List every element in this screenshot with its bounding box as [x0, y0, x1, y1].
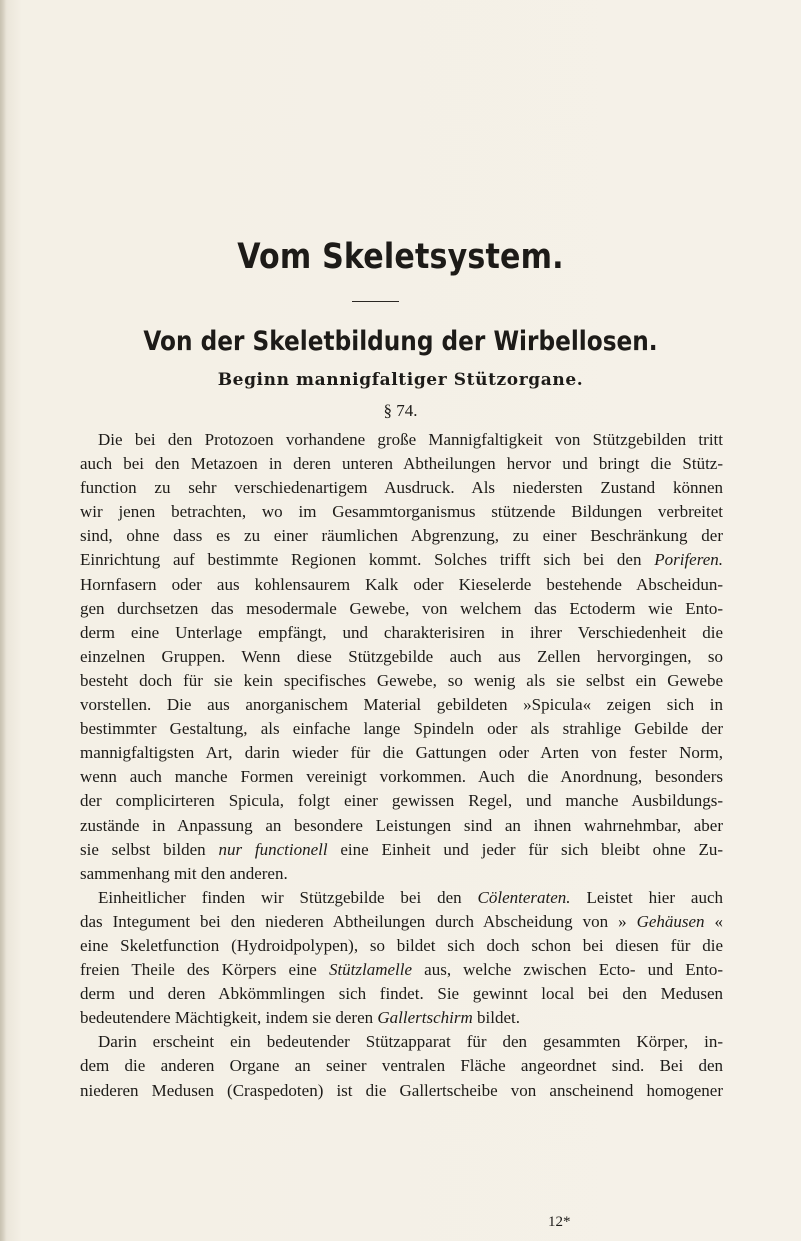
text-line: einzelnen Gruppen. Wenn diese Stützgebilde auch aus Zellen hervorgingen, so: [80, 646, 723, 666]
text-line: bestimmter Gestaltung, als einfache lange Spindeln oder als strahlige Gebilde der: [80, 719, 723, 739]
italic-term: Gehäusen: [636, 911, 705, 931]
text-line: niederen Medusen (Craspedoten) ist die Gallertscheibe von anscheinend homogener: [80, 1080, 723, 1100]
signature-mark: 12*: [548, 1214, 571, 1230]
text-line: zustände in Anpassung an besondere Leistungen sind an ihnen wahrnehmbar, aber: [80, 815, 723, 835]
paragraph-number: § 74.: [383, 401, 418, 420]
italic-term: Poriferen.: [654, 550, 723, 570]
text-line: function zu sehr verschiedenartigem Ausdruck. Als niedersten Zustand können: [80, 478, 723, 498]
italic-term: Cölenteraten.: [477, 887, 571, 907]
text-line: vorstellen. Die aus anorganischem Material gebildeten »Spicula« zeigen sich in: [80, 695, 723, 715]
text-line: derm eine Unterlage empfängt, und charakterisiren in ihrer Verschiedenheit die: [80, 622, 723, 642]
text-line: sie selbst bilden nur functionell eine Einheit und jeder für sich bleibt ohne Zu-: [80, 839, 723, 859]
page-gutter-shadow: [0, 0, 6, 1241]
text-line: mannigfaltigsten Art, darin wieder für die Gattungen oder Arten von fester Norm,: [80, 743, 723, 763]
italic-term: Gallertschirm: [377, 1008, 473, 1028]
text-line: sammenhang mit den anderen.: [80, 863, 288, 883]
text-line: Darin erscheint ein bedeutender Stützapparat für den gesammten Körper, in-: [98, 1032, 723, 1052]
text-line: Hornfasern oder aus kohlensaurem Kalk oder Kieselerde bestehende Abscheidun-: [80, 574, 723, 594]
text-line: dem die anderen Organe an seiner ventralen Fläche angeordnet sind. Bei den: [80, 1056, 723, 1076]
text-line: Einheitlicher finden wir Stützgebilde bei den Cölenteraten. Leistet hier auch: [98, 887, 723, 907]
text-line: auch bei den Metazoen in deren unteren Abtheilungen hervor und bringt die Stütz-: [80, 454, 723, 474]
chapter-title: Vom Skeletsystem.: [237, 237, 564, 277]
text-line: derm und deren Abkömmlingen sich findet. Sie gewinnt local bei den Medusen: [80, 984, 723, 1004]
text-line: das Integument bei den niederen Abtheilungen durch Abscheidung von » Gehäusen «: [80, 911, 724, 931]
title-divider-rule: [352, 301, 399, 302]
text-line: eine Skeletfunction (Hydroidpolypen), so bildet sich doch schon bei diesen für die: [80, 935, 723, 955]
text-line: wir jenen betrachten, wo im Gesammtorganismus stützende Bildungen verbreitet: [80, 502, 723, 522]
text-line: gen durchsetzen das mesodermale Gewebe, von welchem das Ectoderm wie Ento-: [80, 598, 723, 618]
section-title: Von der Skeletbildung der Wirbellosen.: [143, 326, 658, 357]
text-line: besteht doch für sie kein specifisches Gewebe, so wenig als sie selbst ein Gewebe: [80, 670, 723, 690]
body-text: [80, 428, 723, 1103]
text-line: der complicirteren Spicula, folgt einer gewissen Regel, und manche Ausbildungs-: [80, 791, 723, 811]
text-line: Die bei den Protozoen vorhandene große Mannigfaltigkeit von Stützgebilden tritt: [98, 430, 723, 449]
text-line: wenn auch manche Formen vereinigt vorkommen. Auch die Anordnung, besonders: [80, 767, 723, 787]
text-line: Einrichtung auf bestimmte Regionen kommt. Solches trifft sich bei den Poriferen.: [80, 550, 723, 570]
subsection-title: Beginn mannigfaltiger Stützorgane.: [217, 370, 584, 390]
italic-term: Stützlamelle: [328, 960, 413, 980]
text-line: sind, ohne dass es zu einer räumlichen Abgrenzung, zu einer Beschränkung der: [80, 526, 723, 546]
text-line: bedeutendere Mächtigkeit, indem sie deren Gallertschirm bildet.: [80, 1008, 520, 1028]
italic-term: nur functionell: [218, 839, 328, 859]
text-line: freien Theile des Körpers eine Stützlamelle aus, welche zwischen Ecto- und Ento-: [80, 960, 723, 980]
